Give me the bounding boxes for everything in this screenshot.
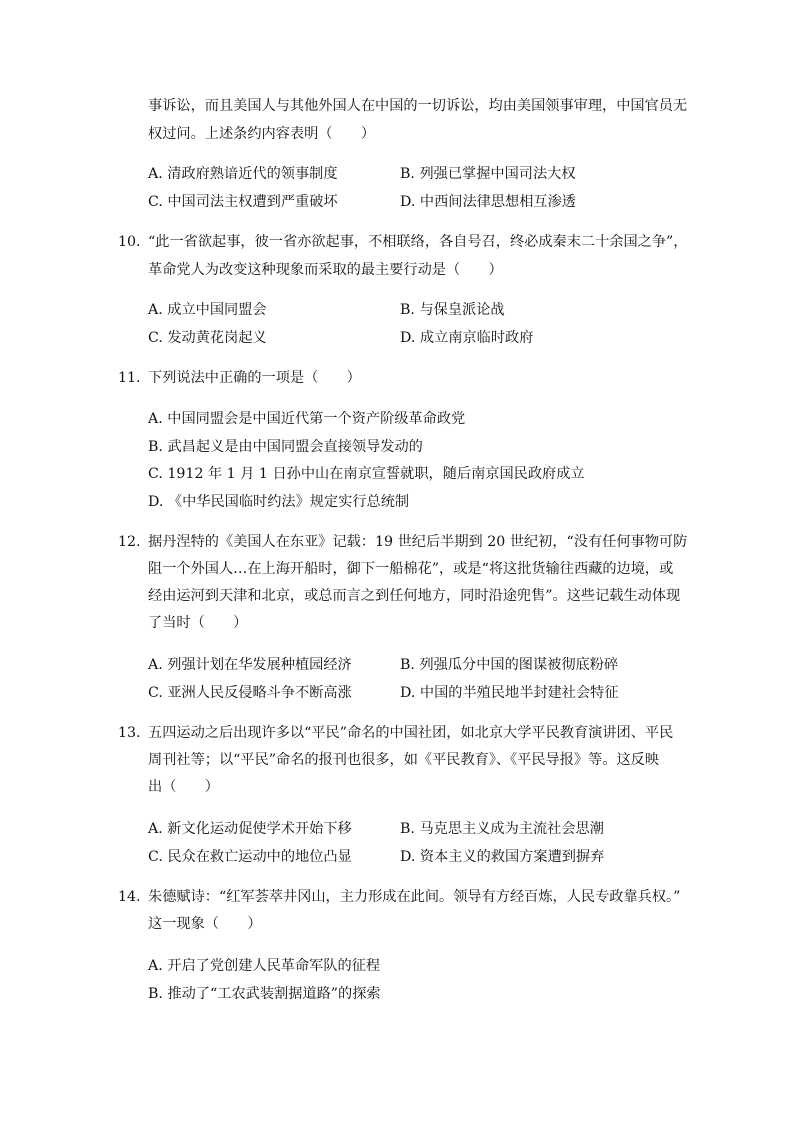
question-13-option-c: C. 民众在救亡运动中的地位凸显 (148, 849, 352, 865)
question-12-line-2: 阻一个外国人…在上海开船时，御下一船棉花”，或是“将这批货输往西藏的边境，或 (148, 561, 674, 577)
question-10-option-d: D. 成立南京临时政府 (400, 330, 534, 346)
question-11-option-c: C. 1912 年 1 月 1 日孙中山在南京宣誓就职，随后南京国民政府成立 (148, 466, 585, 482)
intro-option-c: C. 中国司法主权遭到严重破坏 (148, 194, 338, 210)
question-10-line-1: “此一省欲起事，彼一省亦欲起事，不相联络，各自号召，终必成秦末二十余国之争”， (148, 234, 688, 250)
question-13-number: 13. (118, 725, 141, 741)
question-12-line-1: 据丹涅特的《美国人在东亚》记载：19 世纪后半期到 20 世纪初，“没有任何事物可防 (148, 534, 688, 550)
question-12-line-3: 经由运河到天津和北京，或总而言之到任何地方，同时沿途兜售”。这些记载生动体现 (148, 588, 681, 604)
question-13-line-2: 周刊社等；以“平民”命名的报刊也很多，如《平民教育》、《平民导报》等。这反映 (148, 752, 660, 768)
intro-line-2: 权过问。上述条约内容表明（ ） (148, 126, 376, 142)
question-11-option-b: B. 武昌起义是由中国同盟会直接领导发动的 (148, 439, 423, 455)
question-10-line-2: 革命党人为改变这种现象而采取的最主要行动是（ ） (148, 262, 503, 278)
question-11-option-a: A. 中国同盟会是中国近代第一个资产阶级革命政党 (148, 411, 466, 427)
question-13-option-a: A. 新文化运动促使学术开始下移 (148, 821, 352, 837)
question-13-line-1: 五四运动之后出现许多以“平民”命名的中国社团，如北京大学平民教育演讲团、平民 (148, 725, 674, 741)
question-10-number: 10. (118, 234, 141, 250)
question-10-option-b: B. 与保皇派论战 (400, 302, 505, 318)
question-12-option-a: A. 列强计划在华发展种植园经济 (148, 657, 352, 673)
question-14-line-1: 朱德赋诗：“红军荟萃井冈山，主力形成在此间。领导有方经百炼，人民专政靠兵权。” (148, 889, 681, 905)
intro-line-1: 事诉讼，而且美国人与其他外国人在中国的一切诉讼，均由美国领事审理，中国官员无 (148, 98, 688, 114)
question-13-option-d: D. 资本主义的救国方案遭到摒弃 (400, 849, 605, 865)
question-14-line-2: 这一现象（ ） (148, 916, 262, 932)
question-11-line-1: 下列说法中正确的一项是（ ） (148, 370, 361, 386)
question-12-option-d: D. 中国的半殖民地半封建社会特征 (400, 685, 619, 701)
question-12-line-4: 了当时（ ） (148, 615, 248, 631)
question-14-option-b: B. 推动了“工农武装割据道路”的探索 (148, 986, 381, 1002)
question-13-line-3: 出（ ） (148, 779, 219, 795)
question-10-option-a: A. 成立中国同盟会 (148, 302, 267, 318)
question-13-option-b: B. 马克思主义成为主流社会思潮 (400, 821, 604, 837)
intro-option-d: D. 中西间法律思想相互渗透 (400, 194, 576, 210)
question-10-option-c: C. 发动黄花岗起义 (148, 330, 267, 346)
question-11-option-d: D. 《中华民国临时约法》规定实行总统制 (148, 494, 410, 510)
question-12-option-b: B. 列强瓜分中国的图谋被彻底粉碎 (400, 657, 619, 673)
question-14-number: 14. (118, 889, 141, 905)
question-14-option-a: A. 开启了党创建人民革命军队的征程 (148, 958, 381, 974)
question-12-option-c: C. 亚洲人民反侵略斗争不断高涨 (148, 685, 352, 701)
question-11-number: 11. (118, 370, 141, 386)
intro-option-b: B. 列强已掌握中国司法大权 (400, 166, 576, 182)
intro-option-a: A. 清政府熟谙近代的领事制度 (148, 166, 338, 182)
question-12-number: 12. (118, 534, 141, 550)
